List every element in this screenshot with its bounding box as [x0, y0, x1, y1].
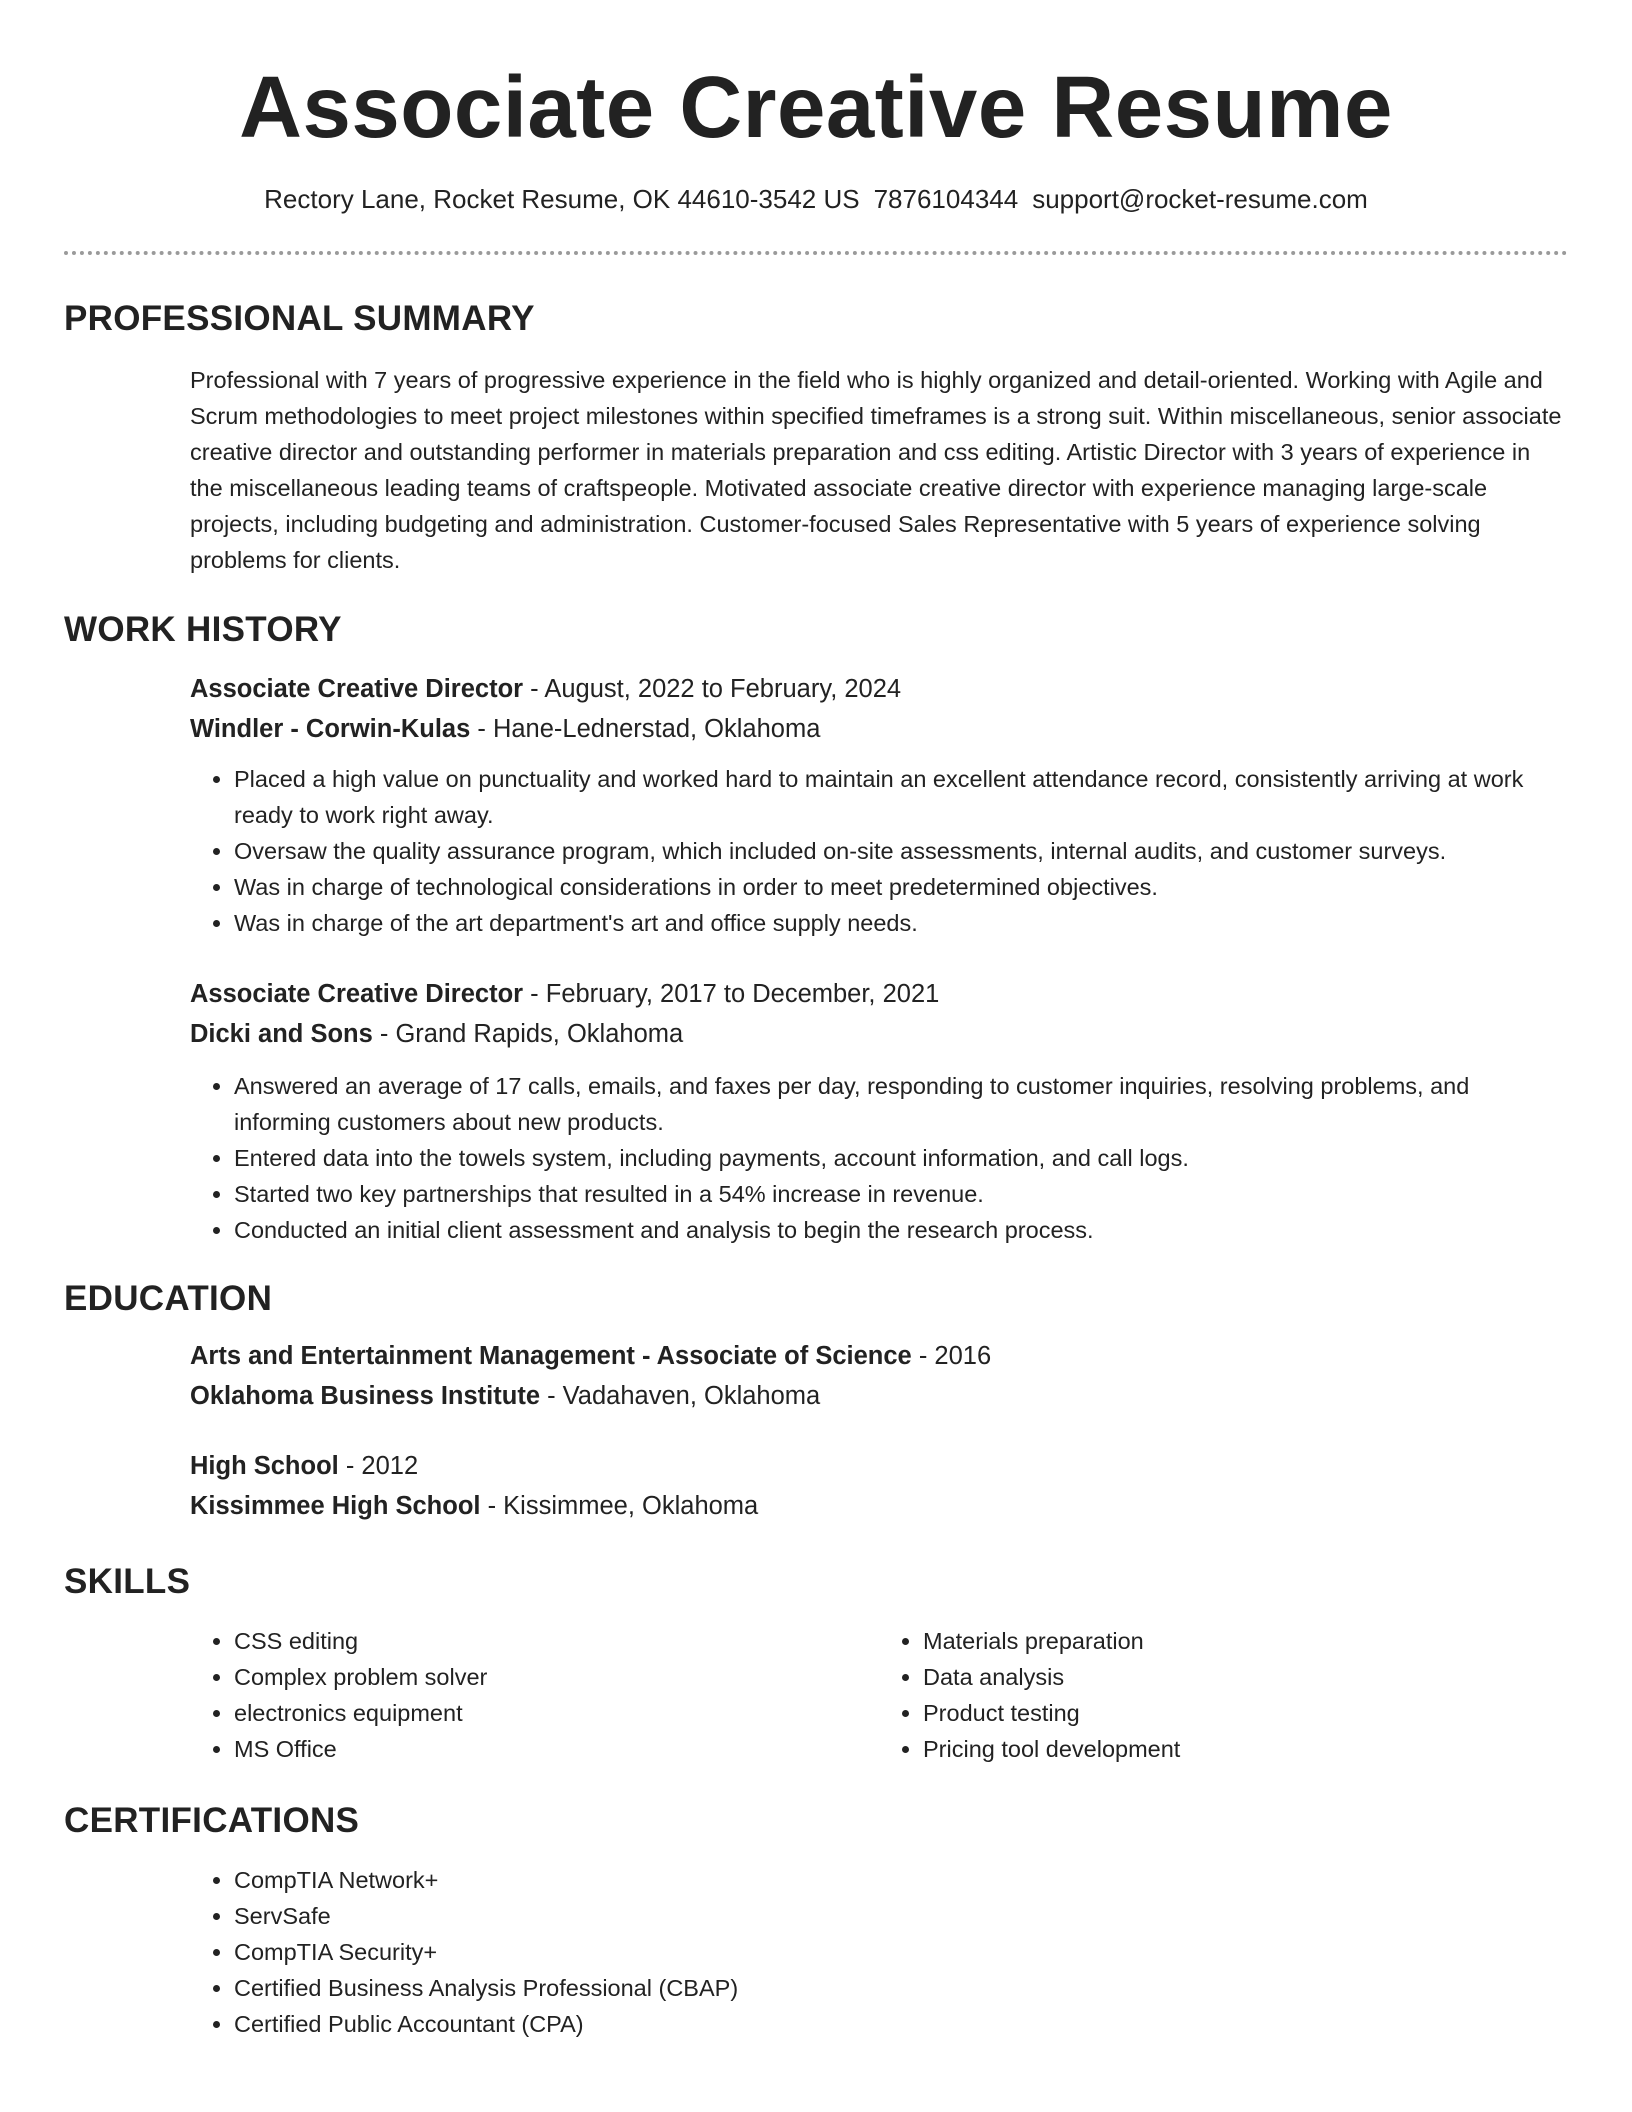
skills-list-right: [879, 1623, 1568, 1767]
job-location: - Grand Rapids, Oklahoma: [372, 1020, 684, 1048]
skill-item: • Materials preparation: [923, 1623, 1568, 1659]
job-bullet: • Placed a high value on punctuality and worked hard to maintain an excellent attendance record, consistently arriving at work ready to work right away.: [234, 761, 1568, 833]
job-entry: [190, 974, 1568, 1248]
job-role: Associate Creative Director: [190, 675, 524, 703]
certification-item: • Certified Business Analysis Professional (CBAP): [234, 1970, 1568, 2006]
summary-section: [64, 298, 1568, 578]
education-year: - 2012: [338, 1452, 419, 1480]
job-role-line: [190, 974, 1568, 1014]
skill-item: • CSS editing: [234, 1623, 879, 1659]
education-school-line: [190, 1376, 1568, 1416]
education-heading: EDUCATION: [64, 1279, 273, 1318]
certification-item: • ServSafe: [234, 1898, 1568, 1934]
certifications-heading: CERTIFICATIONS: [64, 1801, 360, 1840]
contact-line: [0, 182, 1632, 216]
skill-item: • Data analysis: [923, 1659, 1568, 1695]
job-bullet: • Oversaw the quality assurance program, which included on-site assessments, internal audits, and customer surveys.: [234, 833, 1568, 869]
job-bullet: • Answered an average of 17 calls, emails, and faxes per day, responding to customer inquiries, resolving problems, and informing customers about new products.: [234, 1068, 1568, 1140]
skills-columns: [190, 1623, 1568, 1767]
skill-item: • Product testing: [923, 1695, 1568, 1731]
certifications-list: [190, 1862, 1568, 2042]
education-entry: [190, 1336, 1568, 1416]
contact-address: Rectory Lane, Rocket Resume, OK 44610-3542 US: [264, 184, 860, 214]
certification-item: • CompTIA Network+: [234, 1862, 1568, 1898]
job-company: Dicki and Sons: [190, 1020, 373, 1048]
education-degree: High School: [190, 1452, 339, 1480]
contact-phone: 7876104344: [873, 184, 1019, 214]
education-school-line: [190, 1486, 1568, 1526]
job-entry: [190, 669, 1568, 941]
job-bullet: • Conducted an initial client assessment and analysis to begin the research process.: [234, 1212, 1568, 1248]
education-degree-line: [190, 1446, 1568, 1486]
job-role: Associate Creative Director: [190, 980, 524, 1008]
job-dates: - August, 2022 to February, 2024: [523, 675, 902, 703]
work-history-section: [64, 609, 1568, 1248]
education-year: - 2016: [911, 1342, 992, 1370]
summary-text: Professional with 7 years of progressive experience in the field who is highly organized and detail-oriented. Working with Agile and Scrum methodologies to meet project milestones within specified timeframes is a strong suit. Within miscellaneous, senior associate creative director and outstanding performer in materials preparation and css editing. Artistic Director with 3 years of experience in the miscellaneous leading teams of craftspeople. Motivated associate creative director with experience managing large-scale projects, including budgeting and administration. Customer-focused Sales Representative with 5 years of experience solving problems for clients.: [190, 367, 1562, 573]
job-bullet: • Was in charge of technological considerations in order to meet predetermined objectives.: [234, 869, 1568, 905]
job-dates: - February, 2017 to December, 2021: [523, 980, 940, 1008]
resume-title: Associate Creative Resume: [239, 59, 1393, 156]
job-bullets: [190, 1068, 1568, 1248]
work-history-heading: WORK HISTORY: [64, 610, 342, 649]
job-company-line: [190, 709, 1568, 749]
job-role-line: [190, 669, 1568, 709]
job-company: Windler - Corwin-Kulas: [190, 715, 471, 743]
education-location: - Vadahaven, Oklahoma: [540, 1382, 821, 1410]
skills-list-left: [190, 1623, 879, 1767]
education-location: - Kissimmee, Oklahoma: [480, 1492, 759, 1520]
certification-item: • CompTIA Security+: [234, 1934, 1568, 1970]
job-bullets: [190, 761, 1568, 941]
education-school: Kissimmee High School: [190, 1492, 481, 1520]
skills-section: [64, 1561, 1568, 1767]
education-degree: Arts and Entertainment Management - Associate of Science: [190, 1342, 912, 1370]
contact-email: support@rocket-resume.com: [1032, 184, 1368, 214]
education-entry: [190, 1446, 1568, 1526]
skill-item: • electronics equipment: [234, 1695, 879, 1731]
skills-heading: SKILLS: [64, 1562, 191, 1601]
job-bullet: • Entered data into the towels system, including payments, account information, and call logs.: [234, 1140, 1568, 1176]
skill-item: • Pricing tool development: [923, 1731, 1568, 1767]
skill-item: • MS Office: [234, 1731, 879, 1767]
job-bullet: • Started two key partnerships that resulted in a 54% increase in revenue.: [234, 1176, 1568, 1212]
job-company-line: [190, 1014, 1568, 1054]
education-section: [64, 1278, 1568, 1526]
education-degree-line: [190, 1336, 1568, 1376]
certification-item: • Certified Public Accountant (CPA): [234, 2006, 1568, 2042]
job-bullet: • Was in charge of the art department's art and office supply needs.: [234, 905, 1568, 941]
education-school: Oklahoma Business Institute: [190, 1382, 541, 1410]
header-divider: [64, 251, 1568, 255]
certifications-section: [64, 1800, 1568, 2042]
skill-item: • Complex problem solver: [234, 1659, 879, 1695]
summary-heading: PROFESSIONAL SUMMARY: [64, 299, 535, 338]
job-location: - Hane-Lednerstad, Oklahoma: [470, 715, 821, 743]
